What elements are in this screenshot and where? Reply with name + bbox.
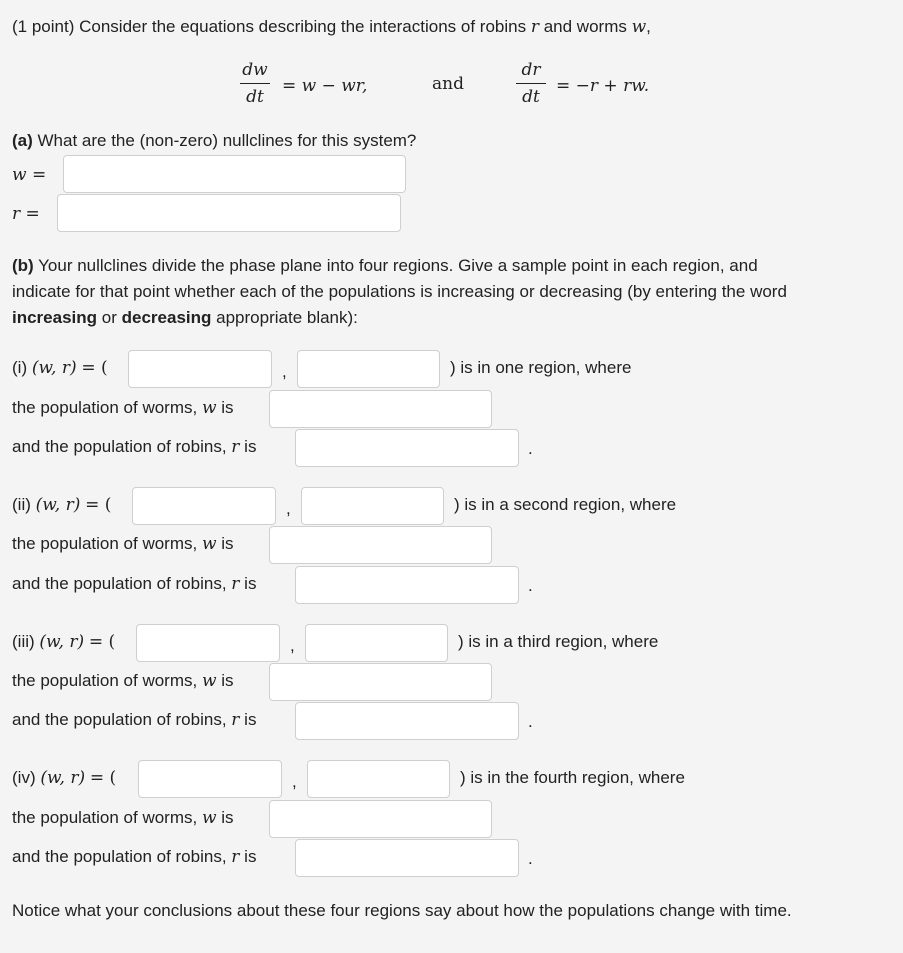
eq2-fraction <box>516 58 546 109</box>
region-3-worms-var: w <box>201 671 217 691</box>
region-3-worms-label <box>12 671 234 691</box>
region-4-worms-prefix: the population of worms, <box>12 808 198 827</box>
region-4-w-input[interactable] <box>138 760 282 798</box>
region-1-robins-var: r <box>231 437 240 457</box>
region-4-label <box>12 768 116 788</box>
region-3-w-input[interactable] <box>136 624 280 662</box>
region-4-robins-input[interactable] <box>295 839 519 877</box>
region-4-number: (iv) <box>12 768 36 787</box>
part-a-label: (a) <box>12 131 33 150</box>
region-3-robins-prefix: and the population of robins, <box>12 710 227 729</box>
region-4-robins-var: r <box>231 847 240 867</box>
region-4-wr: (w, r) <box>40 768 86 788</box>
eq2-rhs: = −r + rw. <box>556 76 650 96</box>
region-1-worms-prefix: the population of worms, <box>12 398 198 417</box>
region-1-comma: , <box>282 362 287 381</box>
region-3-worms-is: is <box>221 671 234 690</box>
region-1-worms-var: w <box>201 398 217 418</box>
region-3-label <box>12 632 115 652</box>
part-b-line-3-tail: appropriate blank): <box>216 308 358 327</box>
region-4-tail: ) is in the fourth region, where <box>460 768 685 787</box>
eq1-fraction-bar <box>240 83 270 84</box>
region-4-robins-prefix: and the population of robins, <box>12 847 227 866</box>
region-4-robins-is: is <box>244 847 257 866</box>
region-3-eq-open: = ( <box>88 632 116 652</box>
region-4-comma: , <box>292 772 297 791</box>
region-4-worms-label <box>12 808 234 828</box>
region-3-robins-label <box>12 710 256 730</box>
region-2-robins-var: r <box>231 574 240 594</box>
part-b-text <box>12 253 882 331</box>
footer-note: Notice what your conclusions about these four regions say about how the populations change with time. <box>12 901 792 920</box>
region-1-worms-is: is <box>221 398 234 417</box>
eq2-denominator: dt <box>522 87 540 107</box>
eq1-fraction <box>240 58 270 109</box>
region-3-wr: (w, r) <box>39 632 85 652</box>
part-a-question <box>12 131 416 151</box>
eq1-rhs: = w − wr, <box>282 76 368 96</box>
region-1-number: (i) <box>12 358 28 377</box>
eq1-numerator: dw <box>242 60 268 80</box>
region-4-r-input[interactable] <box>307 760 450 798</box>
points-label: (1 point) <box>12 17 75 36</box>
intro-and-text: and worms <box>543 17 627 36</box>
w-nullcline-input[interactable] <box>63 155 406 193</box>
region-1-w-input[interactable] <box>128 350 272 388</box>
region-1-tail: ) is in one region, where <box>450 358 632 377</box>
region-2-worms-is: is <box>221 534 234 553</box>
var-r: r <box>530 17 539 37</box>
part-b-line-3 <box>12 305 882 331</box>
region-3-period: . <box>528 712 533 731</box>
region-3-robins-is: is <box>244 710 257 729</box>
region-1-wr: (w, r) <box>31 358 77 378</box>
region-1-robins-is: is <box>244 437 257 456</box>
w-equals-label: w = <box>12 165 47 185</box>
region-3-robins-var: r <box>231 710 240 730</box>
region-3-r-input[interactable] <box>305 624 448 662</box>
region-2-robins-label <box>12 574 256 594</box>
region-1-robins-label <box>12 437 256 457</box>
region-4-worms-is: is <box>221 808 234 827</box>
region-4-eq-open: = ( <box>89 768 117 788</box>
word-decreasing: decreasing <box>121 308 212 327</box>
region-2-worms-label <box>12 534 234 554</box>
region-2-worms-var: w <box>201 534 217 554</box>
region-2-r-input[interactable] <box>301 487 444 525</box>
region-2-number: (ii) <box>12 495 31 514</box>
region-2-robins-is: is <box>244 574 257 593</box>
eq1-denominator: dt <box>246 87 264 107</box>
part-b-line-1 <box>12 253 882 279</box>
region-3-number: (iii) <box>12 632 35 651</box>
region-2-w-input[interactable] <box>132 487 276 525</box>
word-or: or <box>101 308 117 327</box>
region-2-robins-prefix: and the population of robins, <box>12 574 227 593</box>
region-2-label <box>12 495 111 515</box>
region-2-robins-input[interactable] <box>295 566 519 604</box>
region-4-worms-var: w <box>201 808 217 828</box>
region-3-worms-prefix: the population of worms, <box>12 671 198 690</box>
region-2-tail: ) is in a second region, where <box>454 495 677 514</box>
part-b-label: (b) <box>12 256 34 275</box>
region-3-tail: ) is in a third region, where <box>458 632 659 651</box>
region-1-period: . <box>528 439 533 458</box>
equations-and: and <box>432 74 464 94</box>
region-1-worms-label <box>12 398 234 418</box>
part-a-text: What are the (non-zero) nullclines for this system? <box>37 131 417 150</box>
intro-line <box>12 17 651 37</box>
part-b-line-1-text: Your nullclines divide the phase plane into four regions. Give a sample point in each region, and <box>38 256 758 275</box>
region-1-robins-input[interactable] <box>295 429 519 467</box>
intro-text: Consider the equations describing the interactions of robins <box>79 17 527 36</box>
region-2-worms-input[interactable] <box>269 526 492 564</box>
region-2-eq-open: = ( <box>85 495 112 515</box>
region-1-robins-prefix: and the population of robins, <box>12 437 227 456</box>
r-equals-label: r = <box>12 204 40 224</box>
region-2-period: . <box>528 576 533 595</box>
part-b-line-2: indicate for that point whether each of the populations is increasing or decreasing (by entering the word <box>12 282 787 301</box>
region-2-comma: , <box>286 499 291 518</box>
region-4-period: . <box>528 849 533 868</box>
r-nullcline-input[interactable] <box>57 194 401 232</box>
region-2-wr: (w, r) <box>35 495 81 515</box>
region-3-robins-input[interactable] <box>295 702 519 740</box>
region-1-label <box>12 358 108 378</box>
intro-comma: , <box>646 17 651 36</box>
region-4-robins-label <box>12 847 256 867</box>
word-increasing: increasing <box>12 308 98 327</box>
region-2-worms-prefix: the population of worms, <box>12 534 198 553</box>
region-1-r-input[interactable] <box>297 350 440 388</box>
region-4-worms-input[interactable] <box>269 800 492 838</box>
eq2-numerator: dr <box>521 60 541 80</box>
region-3-worms-input[interactable] <box>269 663 492 701</box>
region-3-comma: , <box>290 636 295 655</box>
region-1-eq-open: = ( <box>81 358 108 378</box>
eq2-fraction-bar <box>516 83 546 84</box>
region-1-worms-input[interactable] <box>269 390 492 428</box>
var-w: w <box>631 17 647 37</box>
